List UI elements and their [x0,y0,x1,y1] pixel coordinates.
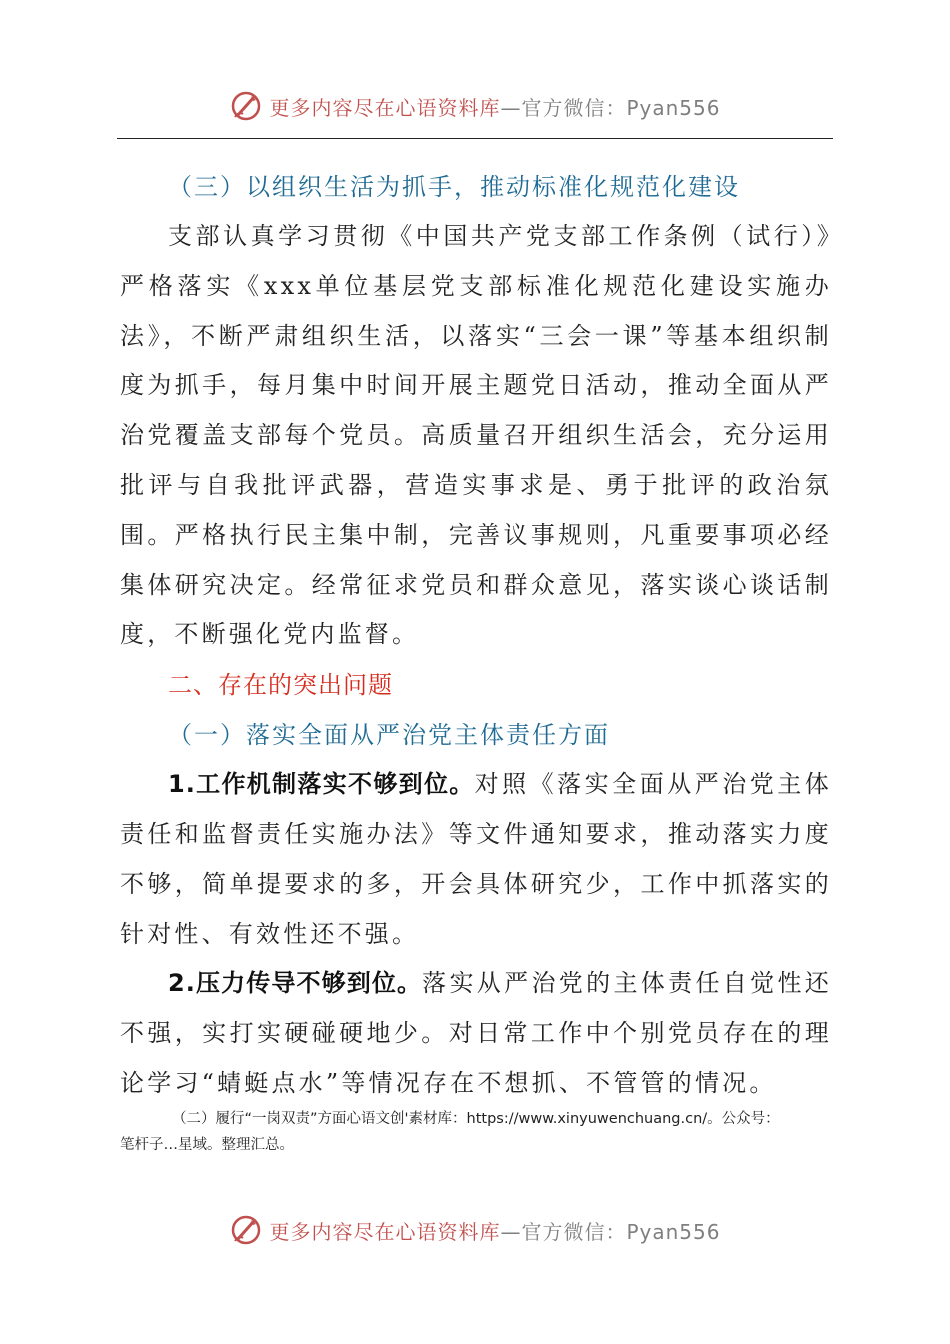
item-1-paragraph [120,760,832,959]
header-banner-main: 更多内容尽在心语资料库 [269,95,501,120]
header-banner-text [269,92,720,121]
footer-banner-main: 更多内容尽在心语资料库 [269,1219,501,1244]
header-banner [229,89,720,123]
footnote-line-1: （二）履行“一岗双责”方面心语文创'素材库：https://www.xinyuwenchuang.cn/。公众号： [172,1111,780,1127]
pen-logo-icon [229,89,263,123]
page-footer [0,1208,950,1252]
footer-banner-tail: —官方微信：Pyan556 [500,1219,721,1244]
header-banner-tail: —官方微信：Pyan556 [500,95,721,120]
section-3-heading: （三）以组织生活为抓手，推动标准化规范化建设 [168,173,740,201]
footer-banner-text [269,1216,720,1245]
item-2-text: 落实从严治党的主体责任自觉性还不强，实打实硬碰硬地少。对日常工作中个别党员存在的理论学习“蜻蜓点水”等情况存在不想抓、不管管的情况。 [120,969,832,1097]
document-body [120,162,832,1109]
header-divider [117,138,833,139]
item-2-bold-lead: 2.压力传导不够到位。 [168,969,423,998]
item-2-paragraph [120,959,832,1108]
part-2-subheading-1: （一）落实全面从严治党主体责任方面 [168,721,610,750]
footer-banner [229,1213,720,1247]
page-header [0,84,950,128]
section-3-paragraph: 支部认真学习贯彻《中国共产党支部工作条例（试行）》严格落实《xxx单位基层党支部标准化规范化建设实施办法》，不断严肃组织生活，以落实“三会一课”等基本组织制度为抓手，每月集中时间开展主题党日活动，推动全面从严治党覆盖支部每个党员。高质量召开组织生活会，充分运用批评与自我批评武器，营造实事求是、勇于批评的政治氛围。严格执行民主集中制，完善议事规则，凡重要事项必经集体研究决定。经常征求党员和群众意见，落实谈心谈话制度，不断强化党内监督。 [120,222,832,649]
part-2-heading: 二、存在的突出问题 [168,671,393,700]
footnote [120,1106,838,1158]
item-1-bold-lead: 1.工作机制落实不够到位。 [168,770,475,799]
footnote-line-2: 笔杆子…星域。整理汇总。 [120,1137,294,1153]
item-1-text: 对照《落实全面从严治党主体责任和监督责任实施办法》等文件通知要求，推动落实力度不够，简单提要求的多，开会具体研究少，工作中抓落实的针对性、有效性还不强。 [120,770,832,948]
pen-logo-icon [229,1213,263,1247]
